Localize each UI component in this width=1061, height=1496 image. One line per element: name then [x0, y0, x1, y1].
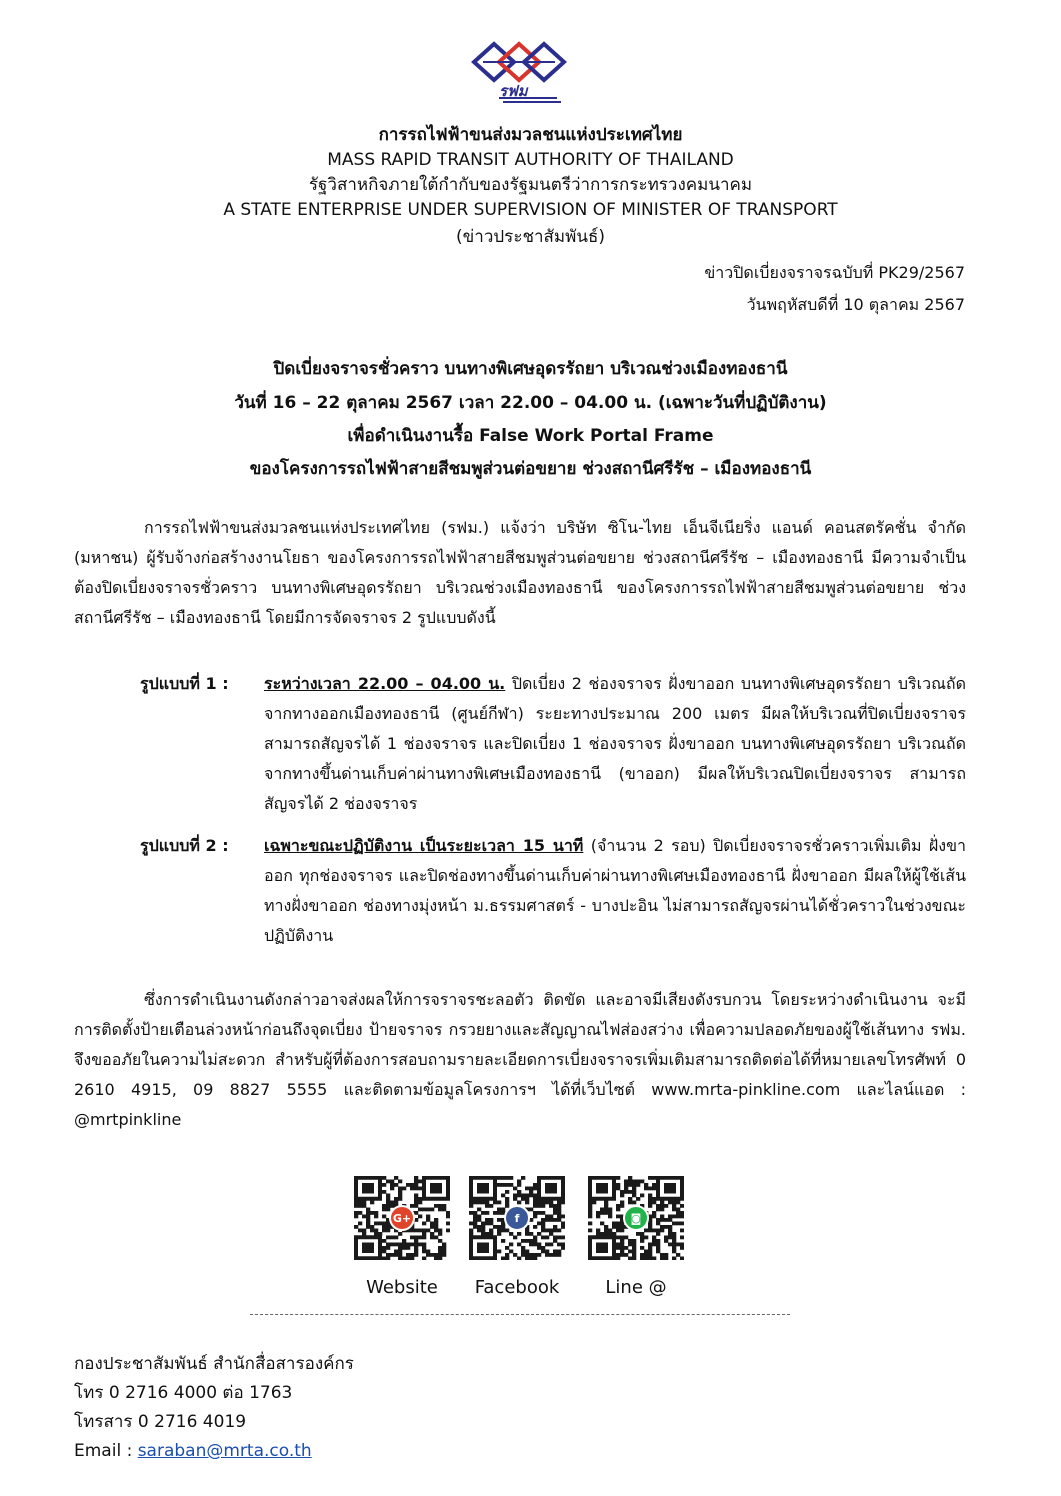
- news-type: (ข่าวประชาสัมพันธ์): [456, 227, 605, 247]
- title-line-4: ของโครงการรถไฟฟ้าสายสีชมพูส่วนต่อขยาย ช่วงสถานีศรีรัช – เมืองทองธานี: [249, 459, 812, 479]
- title-line-1: ปิดเบี่ยงจราจรชั่วคราว บนทางพิเศษอุดรรัถยา บริเวณช่วงเมืองทองธานี: [273, 359, 788, 379]
- news-reference: ข่าวปิดเบี่ยงจราจรฉบับที่ PK29/2567: [704, 263, 965, 282]
- news-date: วันพฤหัสบดีที่ 10 ตุลาคม 2567: [746, 295, 965, 314]
- footer-dept: กองประชาสัมพันธ์ สำนักสื่อสารองค์กร: [74, 1354, 354, 1374]
- intro-text: การรถไฟฟ้าขนส่งมวลชนแห่งประเทศไทย (รฟม.) แจ้งว่า บริษัท ซิโน-ไทย เอ็นจีเนียริ่ง แอนด์ คอนสตรัคชั่น จำกัด (มหาชน) ผู้รับจ้างก่อสร้างงานโยธา ของโครงการรถไฟฟ้าสายสีชมพูส่วนต่อขยาย ช่วงสถานีศรีรัช – เมืองทองธานี มีความจำเป็นต้องปิดเบี่ยงจราจรชั่วคราว บนทางพิเศษอุดรรัถยา บริเวณช่วงเมืองทองธานี ของโครงการรถไฟฟ้าสายสีชมพูส่วนต่อขยาย ช่วงสถานีศรีรัช – เมืองทองธานี โดยมีการจัดจราจร 2 รูปแบบดังนี้: [74, 518, 966, 627]
- svg-text:◙: ◙: [630, 1212, 642, 1225]
- footer-phone: โทร 0 2716 4000 ต่อ 1763: [74, 1383, 293, 1403]
- pattern-1: [140, 669, 966, 819]
- qr-caption-line: Line @: [605, 1277, 667, 1298]
- qr-code-website[interactable]: [354, 1176, 450, 1260]
- closing-paragraph: [74, 985, 966, 1135]
- pattern-2: [140, 831, 966, 951]
- footer-fax: โทรสาร 0 2716 4019: [74, 1412, 247, 1432]
- pattern-2-label: รูปแบบที่ 2 :: [140, 836, 229, 855]
- org-subtitle-th: รัฐวิสาหกิจภายใต้กำกับของรัฐมนตรีว่าการกระทรวงคมนาคม: [308, 175, 753, 195]
- closing-text: ซึ่งการดำเนินงานดังกล่าวอาจส่งผลให้การจราจรชะลอตัว ติดขัด และอาจมีเสียงดังรบกวน โดยระหว่างดำเนินงาน จะมีการติดตั้งป้ายเตือนล่วงหน้าก่อนถึงจุดเบี่ยง ป้ายจราจร กรวยยางและสัญญาณไฟส่องสว่าง เพื่อความปลอดภัยของผู้ใช้เส้นทาง รฟม. จึงขออภัยในความไม่สะดวก สำหรับผู้ที่ต้องการสอบถามรายละเอียดการเบี่ยงจราจรเพิ่มเติมสามารถติดต่อได้ที่หมายเลขโทรศัพท์ 0 2610 4915, 09 8827 5555 และติดตามข้อมูลโครงการฯ ได้ที่เว็บไซต์ www.mrta-pinkline.com และไลน์แอด : @mrtpinkline: [74, 990, 966, 1129]
- pattern-1-highlight: ระหว่างเวลา 22.00 – 04.00 น.: [264, 674, 506, 693]
- footer-email-row: [74, 1437, 312, 1466]
- org-name-en: MASS RAPID TRANSIT AUTHORITY OF THAILAND: [327, 150, 734, 170]
- mrta-logo: [469, 40, 569, 106]
- footer-email-link[interactable]: saraban@mrta.co.th: [137, 1441, 312, 1461]
- title-line-3: เพื่อดำเนินงานรื้อ False Work Portal Frame: [347, 426, 714, 446]
- pattern-2-highlight: เฉพาะขณะปฏิบัติงาน เป็นระยะเวลา 15 นาที: [264, 836, 584, 855]
- pattern-1-text: ปิดเบี่ยง 2 ช่องจราจร ฝั่งขาออก บนทางพิเศษอุดรรัถยา บริเวณถัดจากทางออกเมืองทองธานี (ศูนย์กีฬา) ระยะทางประมาณ 200 เมตร มีผลให้บริเวณที่ปิดเบี่ยงจราจร สามารถสัญจรได้ 1 ช่องจราจร และปิดเบี่ยง 1 ช่องจราจร ฝั่งขาออก บนทางพิเศษอุดรรัถยา บริเวณถัดจากทางขึ้นด่านเก็บค่าผ่านทางพิเศษเมืองทองธานี (ขาออก) มีผลให้บริเวณปิดเบี่ยงจราจร สามารถสัญจรได้ 2 ช่องจราจร: [264, 674, 966, 813]
- svg-text:G+: G+: [392, 1212, 412, 1225]
- title-line-2: วันที่ 16 – 22 ตุลาคม 2567 เวลา 22.00 – 04.00 น. (เฉพาะวันที่ปฏิบัติงาน): [234, 393, 827, 413]
- qr-caption-facebook: Facebook: [474, 1277, 560, 1298]
- qr-code-facebook[interactable]: [469, 1176, 565, 1260]
- google-plus-icon: [390, 1206, 414, 1230]
- line-icon: [624, 1206, 648, 1230]
- org-name-th: การรถไฟฟ้าขนส่งมวลชนแห่งประเทศไทย: [378, 125, 683, 145]
- svg-text:f: f: [514, 1212, 520, 1225]
- pattern-2-text: (จำนวน 2 รอบ) ปิดเบี่ยงจราจรชั่วคราวเพิ่มเติม ฝั่งขาออก ทุกช่องจราจร และปิดช่องทางขึ้นด่านเก็บค่าผ่านทางพิเศษเมืองทองธานี ฝั่งขาออก มีผลให้ผู้ใช้เส้นทางฝั่งขาออก ช่องทางมุ่งหน้า ม.ธรรมศาสตร์ - บางปะอิน ไม่สามารถสัญจรผ่านได้ชั่วคราวในช่วงขณะปฏิบัติงาน: [264, 836, 967, 945]
- facebook-icon: [505, 1206, 529, 1230]
- qr-caption-website: Website: [366, 1277, 438, 1298]
- pattern-1-label: รูปแบบที่ 1 :: [140, 674, 229, 693]
- footer-email-label: Email :: [74, 1441, 138, 1461]
- intro-paragraph: [74, 513, 966, 633]
- logo-text: รฟม: [499, 82, 528, 100]
- org-subtitle-en: A STATE ENTERPRISE UNDER SUPERVISION OF MINISTER OF TRANSPORT: [223, 200, 838, 220]
- qr-code-line[interactable]: [588, 1176, 684, 1260]
- divider: [250, 1314, 790, 1315]
